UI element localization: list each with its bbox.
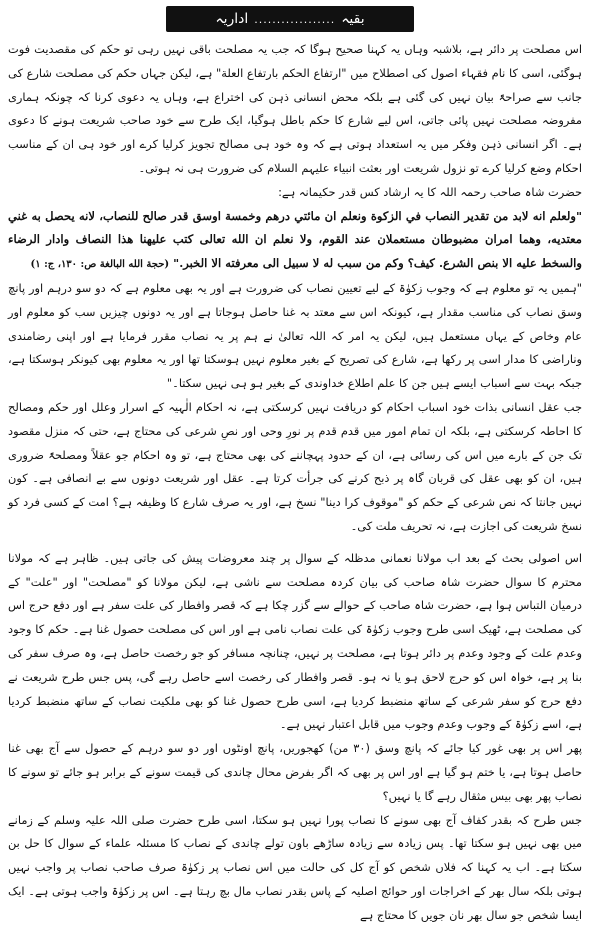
- header-left-label: بقیہ: [341, 11, 364, 27]
- arabic-quote: [8, 205, 582, 277]
- header-dots: ..................: [254, 13, 335, 26]
- header-right-label: اداریہ: [215, 11, 248, 27]
- paragraph: جس طرح کہ بقدر کفاف آج بھی سونے کا نصاب پورا نہیں ہو سکتا، اسی طرح حضرت صلی اللہ علیہ وسلم کے زمانے میں بھی نہیں ہو سکتا تھا۔ پس زیادہ سے زیادہ ساڑھے باون تولے چاندی کے نصاب کا مسئلہ علماء کے سوال کا حل بن سکتا ہے۔ اب یہ کہنا کہ فلاں شخص کو آج کل کی حالت میں اس نصاب پر زکوٰۃ صرف صاحب نصاب پر واجب نہیں ہوتی بلکہ سال بھر کے اخراجات اور حوائج اصلیہ کے پاس بقدر نصاب مال بچ رہتا ہے۔ اس پر زکوٰۃ واجب ہوتی ہے۔ ایک ایسا شخص جو سال بھر نان جویں کا محتاج ہے: [8, 809, 582, 927]
- paragraph: اس مصلحت پر دائر ہے، بلاشبہ وہاں یہ کہنا صحیح ہوگا کہ جب یہ مصلحت باقی نہیں رہی تو حکم کی مقصدیت فوت ہوگئی، اسی کا نام فقہاء اصول کی اصطلاح میں "ارتفاع الحکم بارتفاع العلة" ہے، لیکن جہاں حکم کی مصلحت شارع کی جانب سے صراحۃً بیان نہیں کی گئی ہے بلکہ محض انسانی ذہن کی اختراع ہے، وہاں یہ دعوی کرنا کہ چونکہ ہماری مفروضہ مصلحت نہیں پائی جاتی، اس لیے شارع کا حکم باطل ہوگیا، ایک طرح سے خود صاحب شریعت ہونے کا دعوی ہے۔ اگر انسانی ذہن وفکر میں یہ استعداد ہوتی ہے کہ وہ خود ہی مصالح تجویز کرلیا کرے اور خود ہی ان کے مناسب احکام وضع کرلیا کرے تو نزول شریعت اور بعثت انبیاء علیہم السلام کی ضرورت ہی نہ ہوتی۔: [8, 38, 582, 181]
- paragraph-gap: [8, 539, 582, 547]
- paragraph: اس اصولی بحث کے بعد اب مولانا نعمانی مدظلہ کے سوال پر چند معروضات پیش کی جاتی ہیں۔ ظاہر ہے کہ مولانا محترم کا سوال حضرت شاہ صاحب کی بیان کردہ مصلحت سے ناشی ہے، لیکن مولانا کو "مصلحت" اور "علت" کے درمیان التباس ہوا ہے، حضرت شاہ صاحب کے حوالے سے گزر چکا ہے کہ قصر وافطار کی علت سفر ہے اور دفع حرج اس کی مصلحت ہے، ٹھیک اسی طرح وجوب زکوٰۃ کی علت نصاب نامی ہے اور اس کی مصلحت حصول غنا ہے۔ حکم کا وجود وعدم علت کے وجود وعدم پر دائر ہوتا ہے، مصلحت پر نہیں، چنانچہ مسافر کو جو رخصت حاصل ہے، وہ صرف سفر کی بنا پر ہے، خواہ اس کو حرج لاحق ہو یا نہ ہو۔ قصر وافطار کی رخصت اسے حاصل رہے گی، پس جس طرح شریعت نے دفع حرج کو سفر شرعی کے ساتھ منضبط کردیا ہے، اسی طرح حصول غنا کو بھی ملکیت نصاب کے ساتھ منضبط کردیا ہے، اسے زکوٰۃ کے وجوب وعدم وجوب میں قابل اعتبار نہیں ہے۔: [8, 547, 582, 737]
- section-header: [166, 6, 414, 32]
- paragraph: حضرت شاہ صاحب رحمہ اللہ کا یہ ارشاد کس قدر حکیمانہ ہے:: [8, 181, 582, 205]
- article-body: [8, 38, 582, 762]
- quote-translation: "ہمیں یہ تو معلوم ہے کہ وجوب زکوٰۃ کے لیے تعیین نصاب کی ضرورت ہے اور یہ بھی معلوم ہے کہ دو سو درہم اور پانچ وسق نصاب کی مناسب مقدار ہے، کیونکہ اس سے معتد بہ غنا حاصل ہوجاتا ہے اور یہ دونوں چیزیں سب کو معلوم اور عام وخاص کے یہاں مستعمل ہیں، لیکن یہ امر کہ اللہ تعالیٰ نے ہم پر یہ نصاب مقرر فرمایا ہے اور اپنی رضامندی وناراضی کا مدار اسی پر رکھا ہے، شارع کی تصریح کے بغیر معلوم نہیں ہوسکتا تھا اور یہ معلوم بھی کیونکر ہوسکتا ہے، جبکہ بہت سے اسباب ایسے ہیں جن کا علم اطلاع خداوندی کے بغیر ہو ہی نہیں سکتا۔": [8, 277, 582, 396]
- paragraph: پھر اس پر بھی غور کیا جائے کہ پانچ وسق (۳۰ من) کھجوریں، پانچ اونٹوں اور دو سو درہم کے حصول سے آج بھی غنا حاصل ہوتا ہے، یا ختم ہو گیا ہے اور اس پر بھی کہ اگر بفرض محال چاندی کی قیمت سونے کے برابر ہو جائے تو سونے کا نصاب پھر بھی بیس مثقال رہے گا یا نہیں؟: [8, 737, 582, 808]
- arabic-quote-text: "ولعلم انه لابد من تقدير النصاب في الزكوة ونعلم ان مائتي درهم وخمسة اوسق قدر صالح للنصاب، لانه يحصل به غني معتديه، وهما امران مضبوطان مستعملان عند القوم، ولا نعلم ان الله تعالى كتب عليهنا هذا النصاف وادار الرضاء والسخط عليه الا بنص الشرع. كيف؟ وكم من سبب له لا سبيل الى معرفته الا الخبر.": [8, 209, 582, 271]
- paragraph: جب عقل انسانی بذات خود اسباب احکام کو دریافت نہیں کرسکتی ہے، نہ احکام الٰہیہ کے اسرار وعلل اور حکم ومصالح کا احاطہ کرسکتی ہے، بلکہ ان تمام امور میں قدم قدم پر نورِ وحی اور نصِ شرعی کی محتاج ہے، حتی کہ منزل مقصود تک جن کے بارے میں اس کی رسائی ہے، ان کے حدود پہچاننے کی بھی محتاج ہے، تو وہ احکام جو عقلاً ومصلحۃً ضروری ہیں، ان کو بھی عقل کی قربان گاہ پر ذبح کرنے کی جرأت کرتا ہے۔ عقل اور شریعت دونوں سے بے انصافی ہے۔ کون نہیں جانتا کہ نص شرعی کے حکم کو "موقوف کرا دینا" نسخ ہے، اور یہ صرف شارع کا وظیفہ ہے؟ امت کے کسی فرد کو نسخ شریعت کی اجازت ہے، نہ تحریف ملت کی۔: [8, 396, 582, 539]
- quote-reference: (حجة الله البالغة ص: ۱۳۰، ج: ۱): [30, 259, 169, 270]
